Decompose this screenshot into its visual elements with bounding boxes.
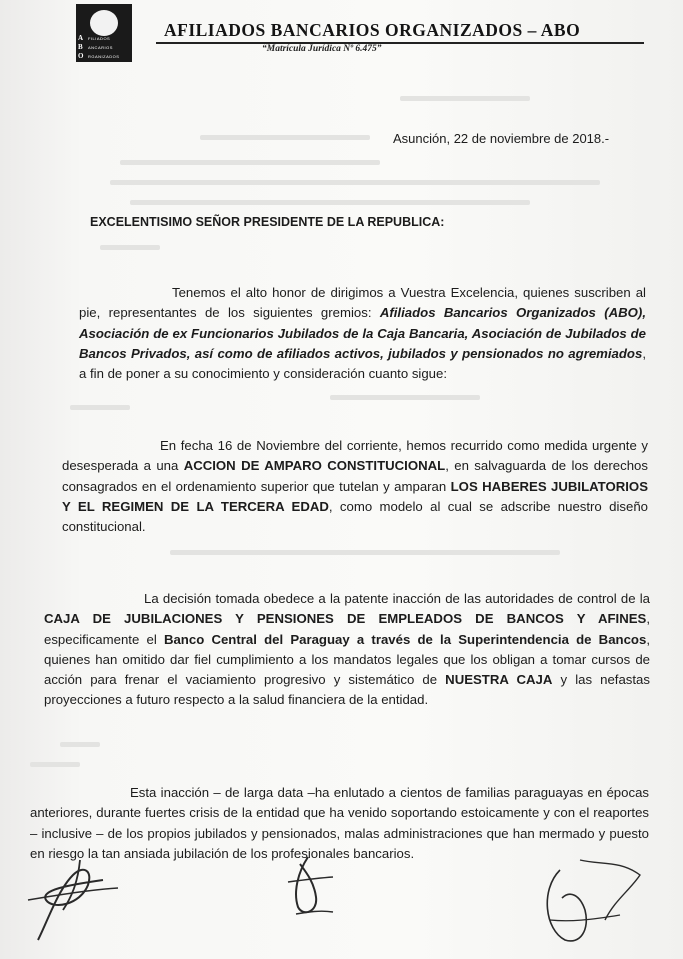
text-run: LOS HABERES JUBILATORIOS Y EL REGIMEN DE LA TERCERA EDAD bbox=[62, 478, 648, 514]
header-divider bbox=[156, 42, 644, 44]
text-run: Afiliados Bancarios Organizados (ABO), Asociación de ex Funcionarios Jubilados de la Caja Bancaria, Asociación de Jubilados de Bancos Privados, así como de afiliados activos, jubilados y pensionados no agremiados bbox=[79, 305, 646, 361]
text-run: Tenemos el alto honor de dirigimos a Vuestra Excelencia, quienes suscriben al pie, representantes de los siguientes gremios: bbox=[79, 285, 646, 321]
paragraph-1 bbox=[79, 283, 646, 384]
text-run: y las nefastas proyecciones a futuro respecto a la salud financiera de la entidad. bbox=[44, 672, 650, 708]
text-run: , quienes han omitido dar fiel cumplimiento a los mandatos legales que los obligan a tomar cursos de acción para frenar el vaciamiento progresivo y sistemático de bbox=[44, 631, 650, 687]
legal-registration: “Matrícula Jurídica Nº 6.475” bbox=[262, 44, 382, 54]
text-run: , especificamente el bbox=[44, 611, 650, 647]
text-run: La decisión tomada obedece a la patente inacción de las autoridades de control de la bbox=[144, 591, 650, 607]
text-run: , como modelo al cual se adscribe nuestro diseño constitucional. bbox=[62, 498, 648, 534]
signature-center bbox=[278, 852, 348, 922]
organization-name: AFILIADOS BANCARIOS ORGANIZADOS – ABO bbox=[164, 20, 581, 40]
paragraph-2 bbox=[62, 436, 648, 537]
text-run: , en salvaguarda de los derechos consagrados en el ordenamiento superior que tutelan y amparan bbox=[62, 458, 648, 494]
text-run: Esta inacción – de larga data –ha enlutado a cientos de familias paraguayas en épocas anteriores, durante fuertes crisis de la entidad que ha venido soportando estoicamente y con el reaportes – inclusive – de los propios jubilados y pensionados, malas administraciones que han mermado y puesto en riesgo la tan ansiada jubilación de los profesionales bancarios. bbox=[30, 785, 649, 861]
text-run: NUESTRA CAJA bbox=[445, 672, 553, 687]
text-run: CAJA DE JUBILACIONES Y PENSIONES DE EMPLEADOS DE BANCOS Y AFINES bbox=[44, 611, 647, 627]
text-run: Banco Central del Paraguay a través de la Superintendencia de Bancos bbox=[163, 631, 647, 647]
logo-emblem-icon bbox=[90, 10, 118, 36]
text-run: , a fin de poner a su conocimiento y consideración cuanto sigue: bbox=[79, 345, 646, 381]
paragraph-3 bbox=[44, 589, 650, 710]
abo-logo: A B O FILIADOS ANCARIOS RGANIZADOS bbox=[76, 4, 132, 62]
text-run: En fecha 16 de Noviembre del corriente, hemos recurrido como medida urgente y desesperada a una bbox=[62, 438, 648, 474]
salutation: EXCELENTISIMO SEÑOR PRESIDENTE DE LA REPUBLICA: bbox=[90, 215, 445, 229]
signature-left bbox=[18, 840, 128, 950]
signature-right bbox=[520, 850, 660, 950]
letter-date: Asunción, 22 de noviembre de 2018.- bbox=[393, 131, 610, 146]
text-run: ACCION DE AMPARO CONSTITUCIONAL bbox=[183, 458, 446, 474]
